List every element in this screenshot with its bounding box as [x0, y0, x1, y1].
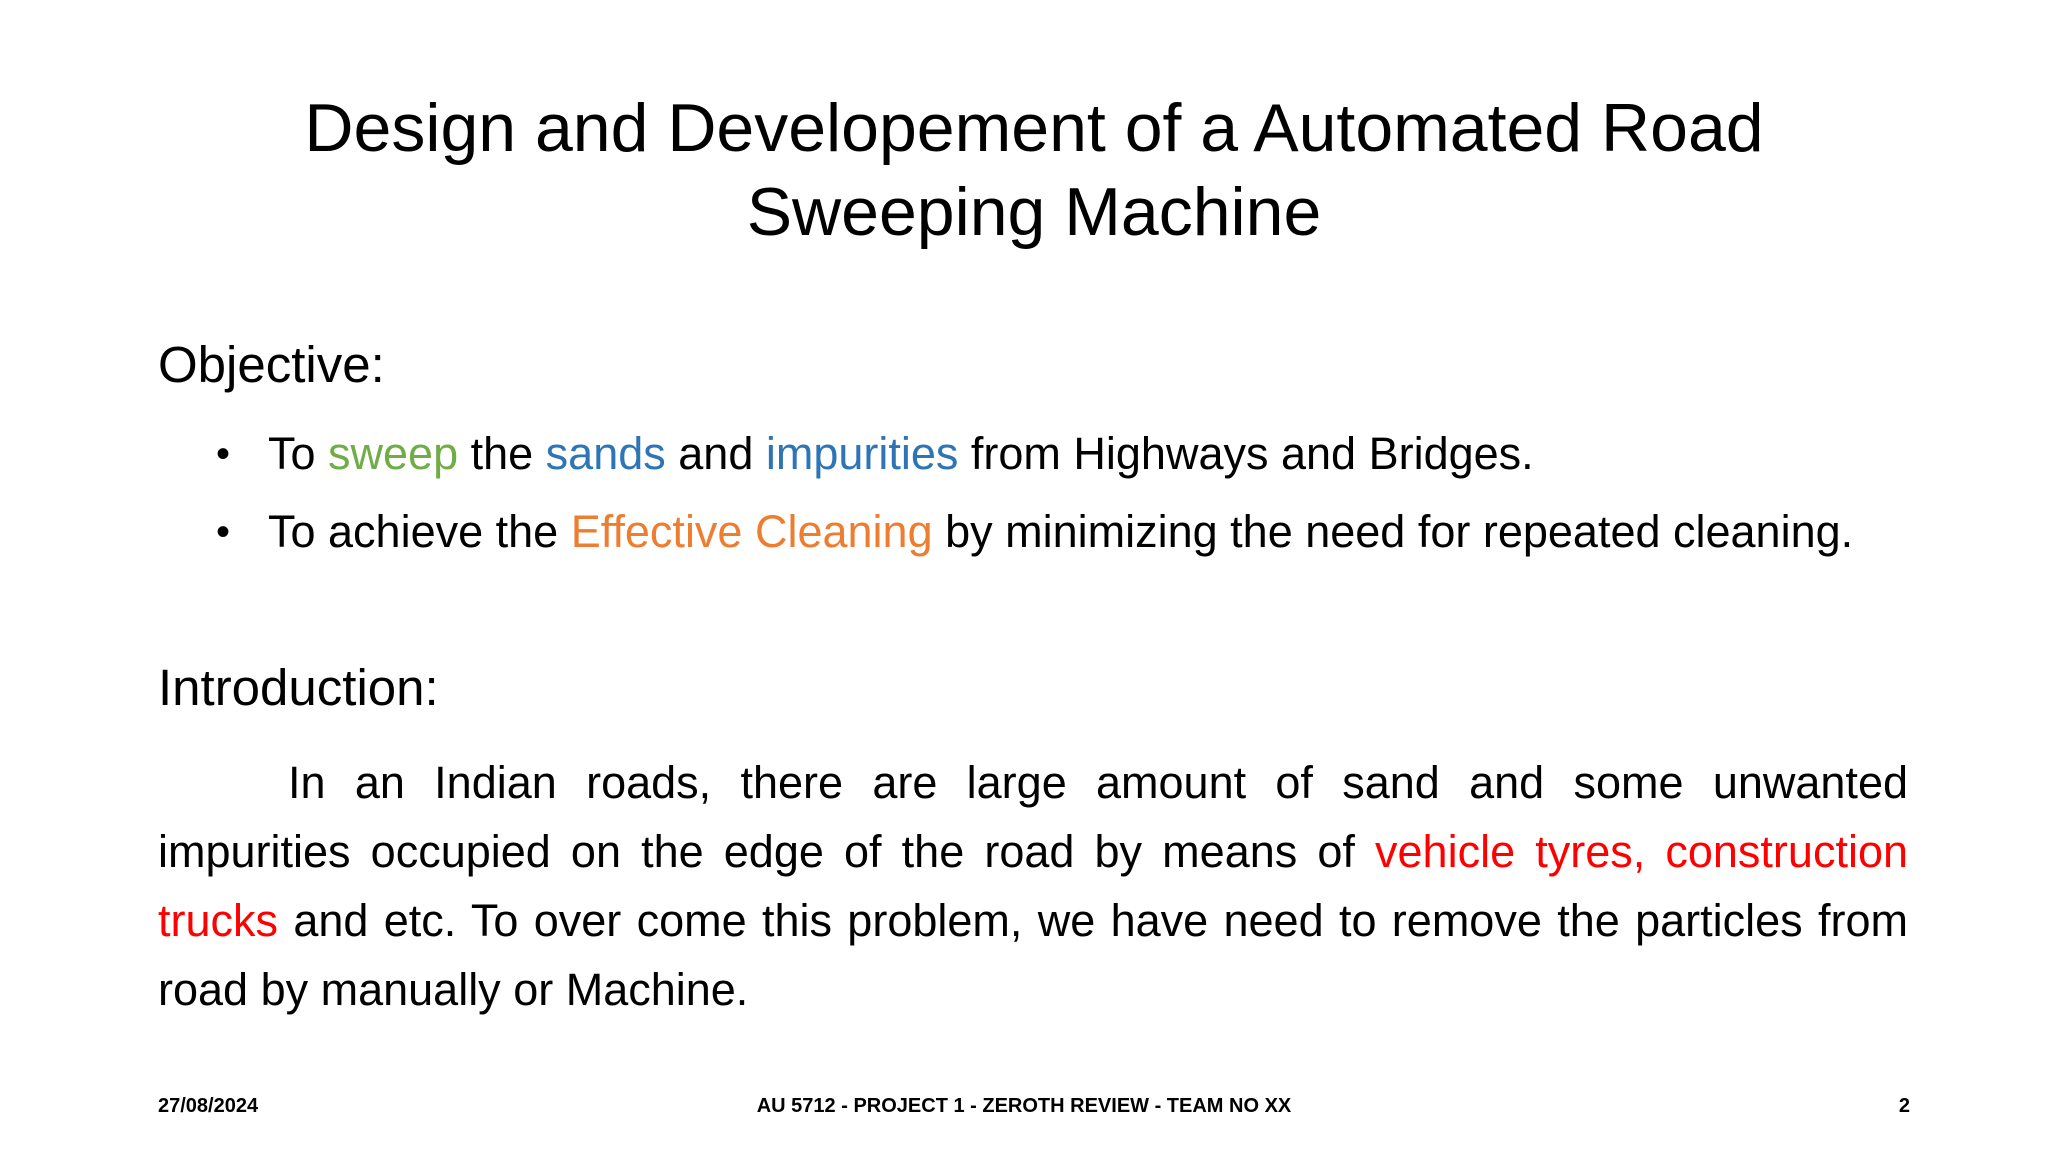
- bullet-1-text-b: the: [458, 428, 546, 479]
- objective-bullet-2: [216, 498, 1908, 566]
- introduction-heading: Introduction:: [158, 659, 439, 716]
- bullet-2-text-b: by minimizing the need for repeated cleaning.: [932, 506, 1854, 557]
- slide-title-line-2: Sweeping Machine: [746, 174, 1322, 250]
- bullet-dot-icon: •: [216, 510, 231, 554]
- intro-text-a: In an Indian roads, there are large amount of sand and some unwanted impurities occupied on the edge of the road by means of: [158, 757, 1908, 877]
- highlight-vehicle-tyres: vehicle tyres, construction trucks: [158, 826, 1908, 946]
- introduction-paragraph: [158, 748, 1908, 1024]
- highlight-impurities: impurities: [765, 428, 959, 479]
- footer-page-number: 2: [1898, 1095, 1910, 1117]
- bullet-1-text-c: and: [665, 428, 766, 479]
- bullet-1-text-d: from Highways and Bridges.: [958, 428, 1534, 479]
- bullet-2-text-a: To achieve the: [268, 506, 571, 557]
- slide-title: [180, 86, 1888, 254]
- slide-title-line-1: Design and Developement of a Automated Road: [304, 90, 1764, 166]
- objective-bullet-1: [216, 420, 1908, 488]
- bullet-dot-icon: •: [216, 432, 231, 476]
- intro-text-b: and etc. To over come this problem, we have need to remove the particles from road by manually or Machine.: [158, 895, 1908, 1015]
- highlight-sands: sands: [545, 428, 666, 479]
- highlight-sweep: sweep: [328, 428, 459, 479]
- highlight-effective-cleaning: Effective Cleaning: [570, 506, 933, 557]
- objective-bullet-list: [216, 420, 1908, 576]
- footer-date: 27/08/2024: [158, 1095, 259, 1117]
- objective-heading: Objective:: [158, 336, 385, 393]
- footer-title: AU 5712 - PROJECT 1 - ZEROTH REVIEW - TEAM NO XX: [756, 1095, 1292, 1117]
- bullet-1-text-a: To: [268, 428, 329, 479]
